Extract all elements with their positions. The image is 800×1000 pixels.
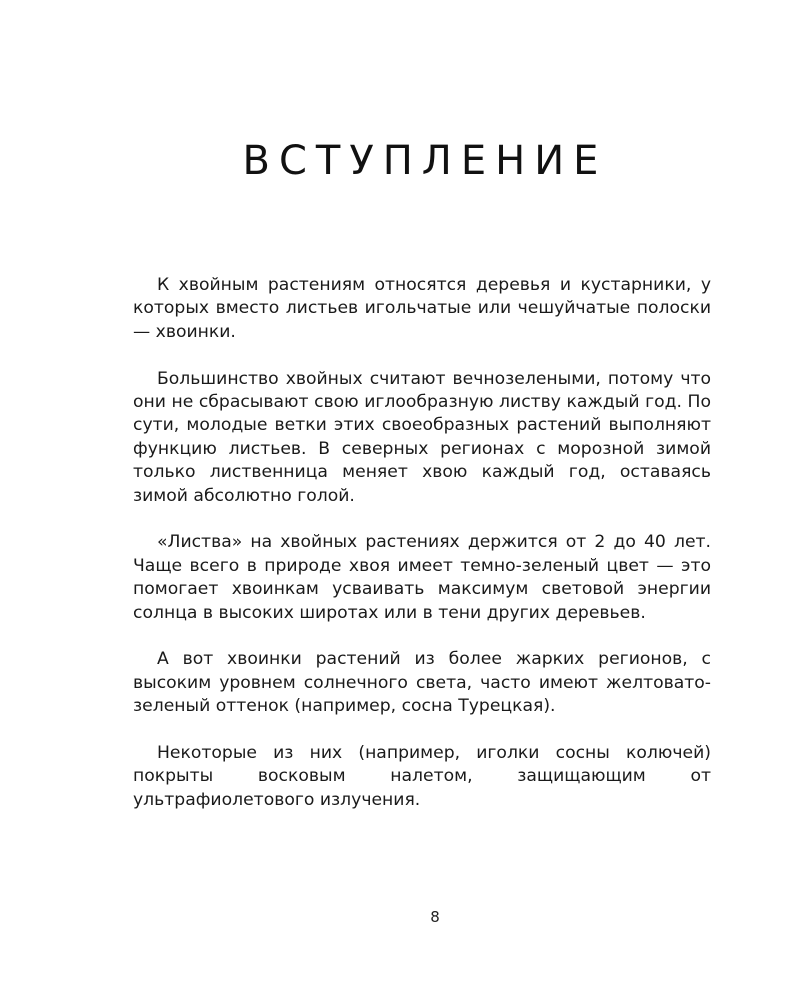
chapter-title: ВСТУПЛЕНИЕ [242, 138, 608, 184]
paragraph-5: Некоторые из них (например, иголки сосны колючей) покрыты восковым налетом, защищающим от ультрафиолетового излучения. [133, 743, 711, 810]
paragraph-2: Большинство хвойных считают вечнозелеными, потому что они не сбрасывают свою иглообразную листву каждый год. По сути, молодые ветки этих своеобразных растений выполняют функцию листьев. В северных регионах с морозной зимой только лиственница меняет хвою каждый год, оставаясь зимой абсолютно голой. [133, 368, 711, 506]
paragraph-4: А вот хвоинки растений из более жарких регионов, с высоким уровнем солнечного света, часто имеют желтовато-зеленый оттенок (например, сосна Турецкая). [133, 649, 711, 717]
paragraph-3: «Листва» на хвойных растениях держится от 2 до 40 лет. Чаще всего в природе хвоя имеет темно-зеленый цвет — это помогает хвоинкам усваивать максимум световой энергии солнца в высоких широтах или в тени других деревьев. [133, 532, 711, 623]
chapter-body [133, 274, 711, 836]
page-number: 8 [430, 908, 440, 926]
paragraph-1: К хвойным растениям относятся деревья и кустарники, у которых вместо листьев игольчатые или чешуйчатые полоски — хвоинки. [133, 275, 711, 342]
